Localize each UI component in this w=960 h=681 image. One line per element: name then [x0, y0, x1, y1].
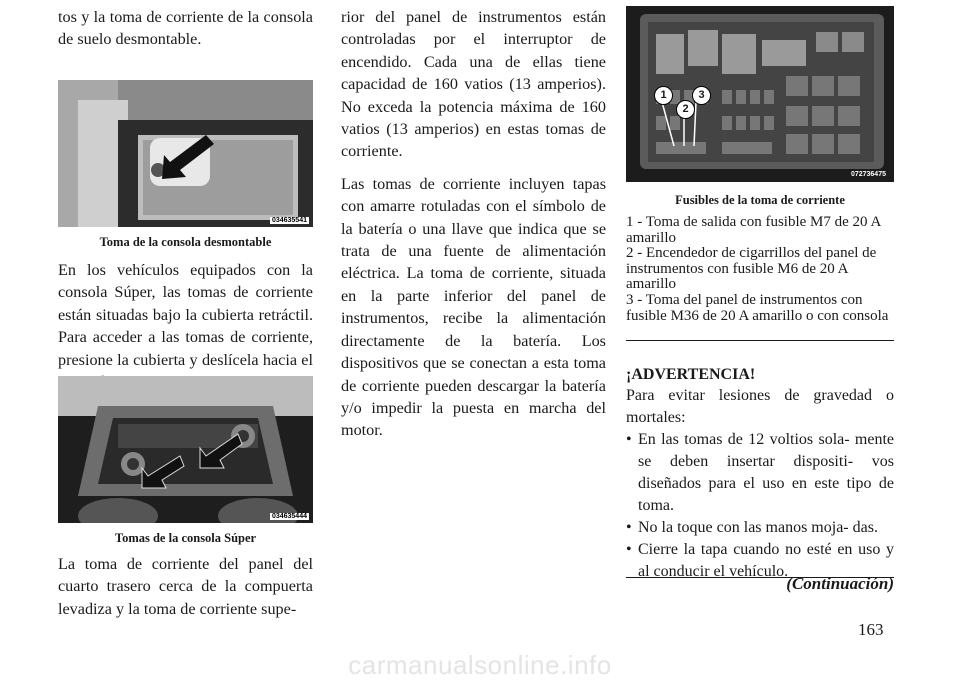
photo-code: 034635444 — [271, 513, 307, 520]
warning-box — [626, 340, 894, 578]
warning-bullet: • No la toque con las manos moja- das. — [626, 517, 894, 539]
intro-text: tos y la toma de corriente de la consola de suelo desmontable. — [58, 8, 313, 49]
body-text: Las tomas de corriente incluyen tapas con amarre rotuladas con el símbolo de la batería o una llave que indica que se trata de una fuente de alimentación eléctrica. La toma de corriente, situada en la parte inferior del panel de instrumentos, recibe la alimentación directamente de la batería. Los dispositivos que se conectan a esta toma de corriente pueden descargar la batería y/o impedir la puesta en marcha del motor. — [341, 174, 606, 440]
warning-bullet: • En las tomas de 12 voltios sola- mente se deben insertar dispositi- vos diseñados para el uso en este tipo de toma. — [626, 429, 894, 517]
super-console-illustration — [58, 376, 313, 523]
fuse-list-item: 3 - Toma del panel de instrumentos con fusible M36 de 20 A amarillo o con consola — [626, 291, 889, 324]
callout-3: 3 — [692, 86, 711, 105]
super-console-photo — [58, 376, 313, 523]
callout-2: 2 — [676, 100, 695, 119]
fuse-list-item: 1 - Toma de salida con fusible M7 de 20 A amarillo — [626, 214, 881, 246]
body-text: La toma de corriente del panel del cuarto trasero cerca de la compuerta levadiza y la toma de corriente supe- — [58, 555, 313, 618]
photo-code: 034635541 — [271, 217, 307, 224]
figure-caption: Tomas de la consola Súper — [114, 531, 257, 545]
fuse-box-diagram — [626, 6, 894, 182]
warning-bullet: • Cierre la tapa cuando no esté en uso y al conducir el vehículo. — [626, 539, 894, 583]
fuse-list-item: 2 - Encendedor de cigarrillos del panel de instrumentos con fusible M6 de 20 A amarillo — [626, 245, 877, 293]
fuse-list — [626, 215, 894, 324]
callout-1: 1 — [654, 86, 673, 105]
removable-console-illustration — [58, 80, 313, 227]
figure-caption: Fusibles de la toma de corriente — [675, 193, 845, 207]
warning-title: ¡ADVERTENCIA! — [626, 366, 756, 383]
column-left — [58, 6, 313, 51]
watermark: carmanualsonline.info — [348, 650, 612, 680]
body-text: En los vehículos equipados con la consola Súper, las tomas de corriente están situadas bajo la cubierta retráctil. Para acceder a las tomas de corriente, presione la cubierta y deslícela hacia el — [58, 261, 313, 369]
removable-console-photo — [58, 80, 313, 227]
page-number: 163 — [858, 620, 884, 639]
paragraph — [58, 553, 313, 620]
column-middle — [341, 6, 606, 442]
figure-caption: Toma de la consola desmontable — [99, 235, 272, 249]
paragraph — [58, 259, 313, 393]
warning-list — [626, 429, 894, 583]
photo-code: 072736475 — [850, 171, 886, 178]
body-text: rior del panel de instrumentos están controladas por el interruptor de encendido. Cada una de ellas tiene capacidad de 160 vatios (13 amperios). No exceda la potencia máxima de 160 vatios (13 amperios) en estas tomas de corriente. — [341, 8, 606, 161]
warning-intro: Para evitar lesiones de gravedad o mortales: — [626, 387, 894, 426]
continuation-label: (Continuación) — [786, 574, 894, 593]
